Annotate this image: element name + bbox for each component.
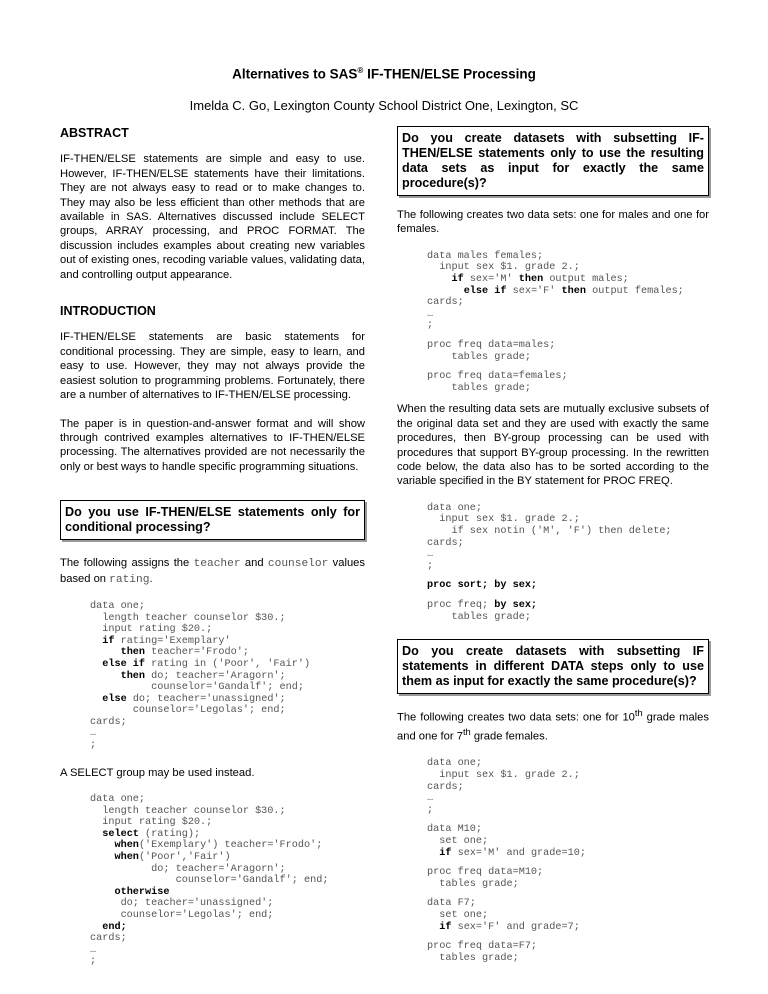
code-text: sex='M'	[463, 274, 519, 285]
code-text: tables grade;	[427, 611, 531, 623]
code-line	[90, 875, 365, 887]
code-keyword: if	[102, 635, 115, 647]
code-text: input sex $1. grade 2.;	[427, 514, 580, 526]
code-block-freq-females	[427, 371, 709, 394]
code-line	[90, 794, 365, 806]
code-line	[90, 852, 365, 864]
code-text	[90, 840, 114, 851]
code-line	[427, 879, 709, 891]
code-text	[90, 829, 102, 840]
code-text: data F7;	[427, 898, 476, 910]
superscript: th	[634, 708, 643, 719]
paper-title	[0, 66, 768, 82]
code-text: counselor='Gandalf'; end;	[90, 682, 304, 694]
code-text	[90, 887, 114, 898]
code-text: data one;	[90, 794, 146, 806]
code-text: …	[427, 308, 434, 320]
code-line	[427, 309, 709, 321]
code-text: data one;	[90, 600, 146, 612]
code-text: teacher='Frodo';	[145, 647, 249, 659]
code-line	[90, 671, 365, 683]
code-text: rating='Exemplary'	[114, 635, 231, 647]
code-line	[90, 945, 365, 957]
text: and	[240, 557, 268, 570]
code-line	[427, 782, 709, 794]
code-line	[427, 867, 709, 879]
code-line	[427, 898, 709, 910]
code-line	[90, 740, 365, 752]
code-line	[427, 320, 709, 332]
code-text: length teacher counselor $30.;	[90, 612, 286, 624]
q2-paragraph-1: The following creates two data sets: one for males and one for females.	[397, 209, 709, 236]
code-line	[90, 956, 365, 968]
q3-paragraph-1	[397, 706, 709, 744]
code-line	[427, 600, 709, 612]
code-text: sex='F'	[506, 285, 562, 297]
code-line	[427, 561, 709, 573]
code-line	[427, 340, 709, 352]
code-text: …	[427, 549, 434, 561]
code-text	[427, 922, 439, 933]
text: .	[149, 572, 153, 585]
code-keyword: else	[102, 693, 127, 705]
code-text: …	[90, 728, 97, 740]
code-text: ;	[90, 740, 97, 752]
code-text: cards;	[427, 781, 464, 793]
code-keyword: else if	[102, 658, 146, 670]
code-text: set one;	[427, 835, 489, 847]
q1-intro	[60, 556, 365, 587]
code-line	[90, 636, 365, 648]
code-line	[427, 251, 709, 263]
code-line	[90, 922, 365, 934]
code-keyword: when	[114, 840, 139, 852]
code-line	[427, 941, 709, 953]
code-line	[427, 262, 709, 274]
q2-paragraph-2: When the resulting data sets are mutually exclusive subsets of the original data set and they are used with exactly the same procedures, then BY-group processing can be used with procedures that support BY-group processing. In the rewritten code below, the data also has to be sorted according to the variable specified in the BY statement for PROC FREQ.	[397, 403, 709, 488]
code-text: tables grade;	[427, 351, 531, 363]
code-text: data males females;	[427, 250, 544, 262]
code-line	[90, 601, 365, 613]
code-text	[90, 636, 102, 647]
code-text: output males;	[543, 274, 629, 285]
code-line	[90, 705, 365, 717]
code-block-f7	[427, 898, 709, 933]
code-keyword: then	[120, 647, 146, 659]
code-line	[90, 806, 365, 818]
code-text: data M10;	[427, 824, 483, 836]
code-text: ('Exemplary') teacher='Frodo';	[138, 840, 323, 852]
code-line	[427, 383, 709, 395]
code-line	[427, 514, 709, 526]
code-line	[427, 922, 709, 934]
code-line	[90, 817, 365, 829]
code-line	[427, 549, 709, 561]
code-block-freq-f7	[427, 941, 709, 964]
code-line	[427, 580, 709, 592]
question-1-heading: Do you use IF-THEN/ELSE statements only for conditional processing?	[60, 500, 365, 540]
code-text	[427, 274, 451, 285]
code-line	[427, 286, 709, 298]
intro-paragraph-1: IF-THEN/ELSE statements are basic statements for conditional processing. They are simple, easy to learn, and easy to use. However, they may not always provide the easiest solution to programming problems. Fortunately, there are a number of alternatives to IF-THEN/ELSE processing.	[60, 331, 365, 402]
code-block-ifthen	[90, 601, 365, 752]
code-text: counselor='Legolas'; end;	[90, 705, 286, 717]
code-keyword: then	[120, 670, 146, 682]
code-text: sex='M' and grade=10;	[451, 847, 586, 859]
code-text: input sex $1. grade 2.;	[427, 770, 580, 781]
code-line	[427, 824, 709, 836]
code-text: input rating $20.;	[90, 624, 213, 636]
select-note: A SELECT group may be used instead.	[60, 766, 255, 779]
code-keyword: then	[561, 285, 586, 297]
code-keyword: otherwise	[114, 886, 170, 898]
code-keyword: if	[451, 274, 464, 285]
intro-paragraph-2: The paper is in question-and-answer format and will show through contrived examples alternatives to IF-THEN/ELSE processing. The alternatives provided are not necessarily the only or best ways to handle specific programming situations.	[60, 417, 365, 473]
code-text	[90, 694, 102, 705]
code-text: input rating $20.;	[90, 817, 213, 829]
code-keyword: by sex;	[494, 599, 538, 611]
code-block-sort	[427, 580, 709, 592]
code-keyword: when	[114, 852, 139, 864]
text: The following creates two data sets: one for 10	[397, 711, 635, 724]
text: grade females.	[470, 731, 548, 743]
code-text: cards;	[427, 297, 464, 309]
code-text	[427, 848, 439, 859]
code-text: ;	[427, 560, 434, 572]
code-text: proc freq data=F7;	[427, 941, 538, 953]
code-text: output females;	[585, 285, 684, 297]
code-text	[427, 286, 464, 297]
code-keyword: proc sort; by sex;	[427, 580, 538, 592]
text: grade males and one for 7	[397, 711, 709, 743]
code-line	[427, 352, 709, 364]
code-line	[90, 728, 365, 740]
code-line	[427, 274, 709, 286]
intro-heading: INTRODUCTION	[60, 304, 156, 319]
code-block-freqby	[427, 600, 709, 623]
code-block-byone	[427, 503, 709, 573]
code-line	[427, 758, 709, 770]
code-text: if sex notin ('M', 'F') then delete;	[427, 525, 672, 537]
code-line	[90, 659, 365, 671]
code-text: data one;	[427, 758, 483, 770]
code-text: cards;	[427, 537, 464, 549]
superscript: th	[462, 727, 471, 738]
code-line	[90, 717, 365, 729]
code-keyword: end;	[102, 921, 127, 933]
code-text: set one;	[427, 909, 489, 921]
code-text: tables grade;	[427, 952, 519, 964]
code-text: (rating);	[138, 828, 201, 840]
question-2-heading: Do you create datasets with subsetting IF-THEN/ELSE statements only to use the resulting data sets as input for exactly the same procedure(s)?	[397, 126, 709, 196]
code-block-q3-one	[427, 758, 709, 816]
code-line	[90, 864, 365, 876]
code-text: ;	[427, 804, 434, 816]
code-keyword: else if	[463, 285, 507, 297]
code-text	[90, 922, 102, 933]
code-text: sex='F' and grade=7;	[451, 921, 580, 933]
code-text: cards;	[90, 933, 127, 945]
code-line	[427, 297, 709, 309]
question-3-heading: Do you create datasets with subsetting IF statements in different DATA steps only to use them as input for exactly the same procedure(s)?	[397, 639, 709, 694]
code-text: ;	[427, 320, 434, 332]
code-text: tables grade;	[427, 382, 531, 394]
left-column	[60, 126, 365, 976]
code-line	[427, 805, 709, 817]
code-text: proc freq data=M10;	[427, 867, 544, 879]
code-block-m10	[427, 824, 709, 859]
code-text: rating in ('Poor', 'Fair')	[145, 658, 311, 670]
text: The following assigns the	[60, 557, 194, 570]
code-text: input sex $1. grade 2.;	[427, 262, 580, 274]
code-line	[427, 612, 709, 624]
registered-mark: ®	[357, 66, 364, 75]
code-text: …	[90, 944, 97, 956]
code-line	[90, 840, 365, 852]
code-line	[90, 829, 365, 841]
code-block-select	[90, 794, 365, 968]
code-line	[90, 933, 365, 945]
code-keyword: select	[102, 828, 139, 840]
code-text: counselor='Legolas'; end;	[90, 910, 274, 921]
code-text	[90, 671, 121, 682]
code-line	[90, 898, 365, 910]
code-keyword: if	[439, 921, 452, 933]
code-line	[427, 848, 709, 860]
code-line	[427, 836, 709, 848]
code-text: proc freq data=females;	[427, 371, 568, 383]
text: values based on	[60, 557, 365, 585]
code-text: tables grade;	[427, 878, 519, 890]
code-text: data one;	[427, 502, 483, 514]
code-line	[427, 503, 709, 515]
code-line	[427, 538, 709, 550]
code-line	[90, 682, 365, 694]
author-line: Imelda C. Go, Lexington County School District One, Lexington, SC	[189, 98, 579, 113]
code-term: counselor	[267, 558, 329, 571]
code-text: ('Poor','Fair')	[138, 852, 231, 864]
code-line	[427, 371, 709, 383]
code-line	[90, 694, 365, 706]
code-text: …	[427, 793, 434, 805]
code-block-freq-m10	[427, 867, 709, 890]
code-line	[90, 624, 365, 636]
right-column	[397, 126, 709, 972]
code-text: length teacher counselor $30.;	[90, 805, 286, 817]
abstract-heading: ABSTRACT	[60, 126, 129, 140]
code-text	[90, 852, 114, 863]
code-term: teacher	[193, 558, 241, 571]
code-line	[90, 647, 365, 659]
code-text: proc freq data=males;	[427, 339, 556, 351]
code-text: do; teacher='unassigned';	[126, 693, 286, 705]
code-line	[427, 526, 709, 538]
code-text: ;	[90, 956, 97, 968]
title-text-rest: IF-THEN/ELSE Processing	[363, 66, 536, 82]
abstract-text: IF-THEN/ELSE statements are simple and easy to use. However, IF-THEN/ELSE statements have their limitations. They are not always easy to read or to make changes to. They may also be less efficient than other methods that are available in SAS. Alternatives discussed include SELECT groups, ARRAY processing, and PROC FORMAT. The discussion includes examples about creating new variables out of existing ones, recoding variable values, validating data, and controlling output appearance.	[60, 153, 365, 281]
code-line	[427, 953, 709, 965]
code-keyword: then	[518, 274, 544, 285]
code-line	[90, 887, 365, 899]
code-term: rating	[109, 573, 150, 586]
code-keyword: if	[439, 847, 452, 859]
code-text: cards;	[90, 716, 127, 728]
code-block-freq-males	[427, 340, 709, 363]
code-text	[90, 647, 121, 658]
code-line	[427, 770, 709, 782]
code-text: proc freq;	[427, 599, 495, 611]
code-text: do; teacher='unassigned';	[90, 898, 274, 910]
code-line	[427, 793, 709, 805]
code-text: do; teacher='Aragorn';	[90, 863, 286, 875]
code-text: do; teacher='Aragorn';	[145, 670, 286, 682]
title-text: Alternatives to SAS	[232, 66, 358, 82]
code-text	[90, 659, 102, 670]
code-line	[427, 910, 709, 922]
code-text: counselor='Gandalf'; end;	[90, 875, 329, 887]
code-line	[90, 613, 365, 625]
code-line	[90, 910, 365, 922]
code-block-males	[427, 251, 709, 332]
